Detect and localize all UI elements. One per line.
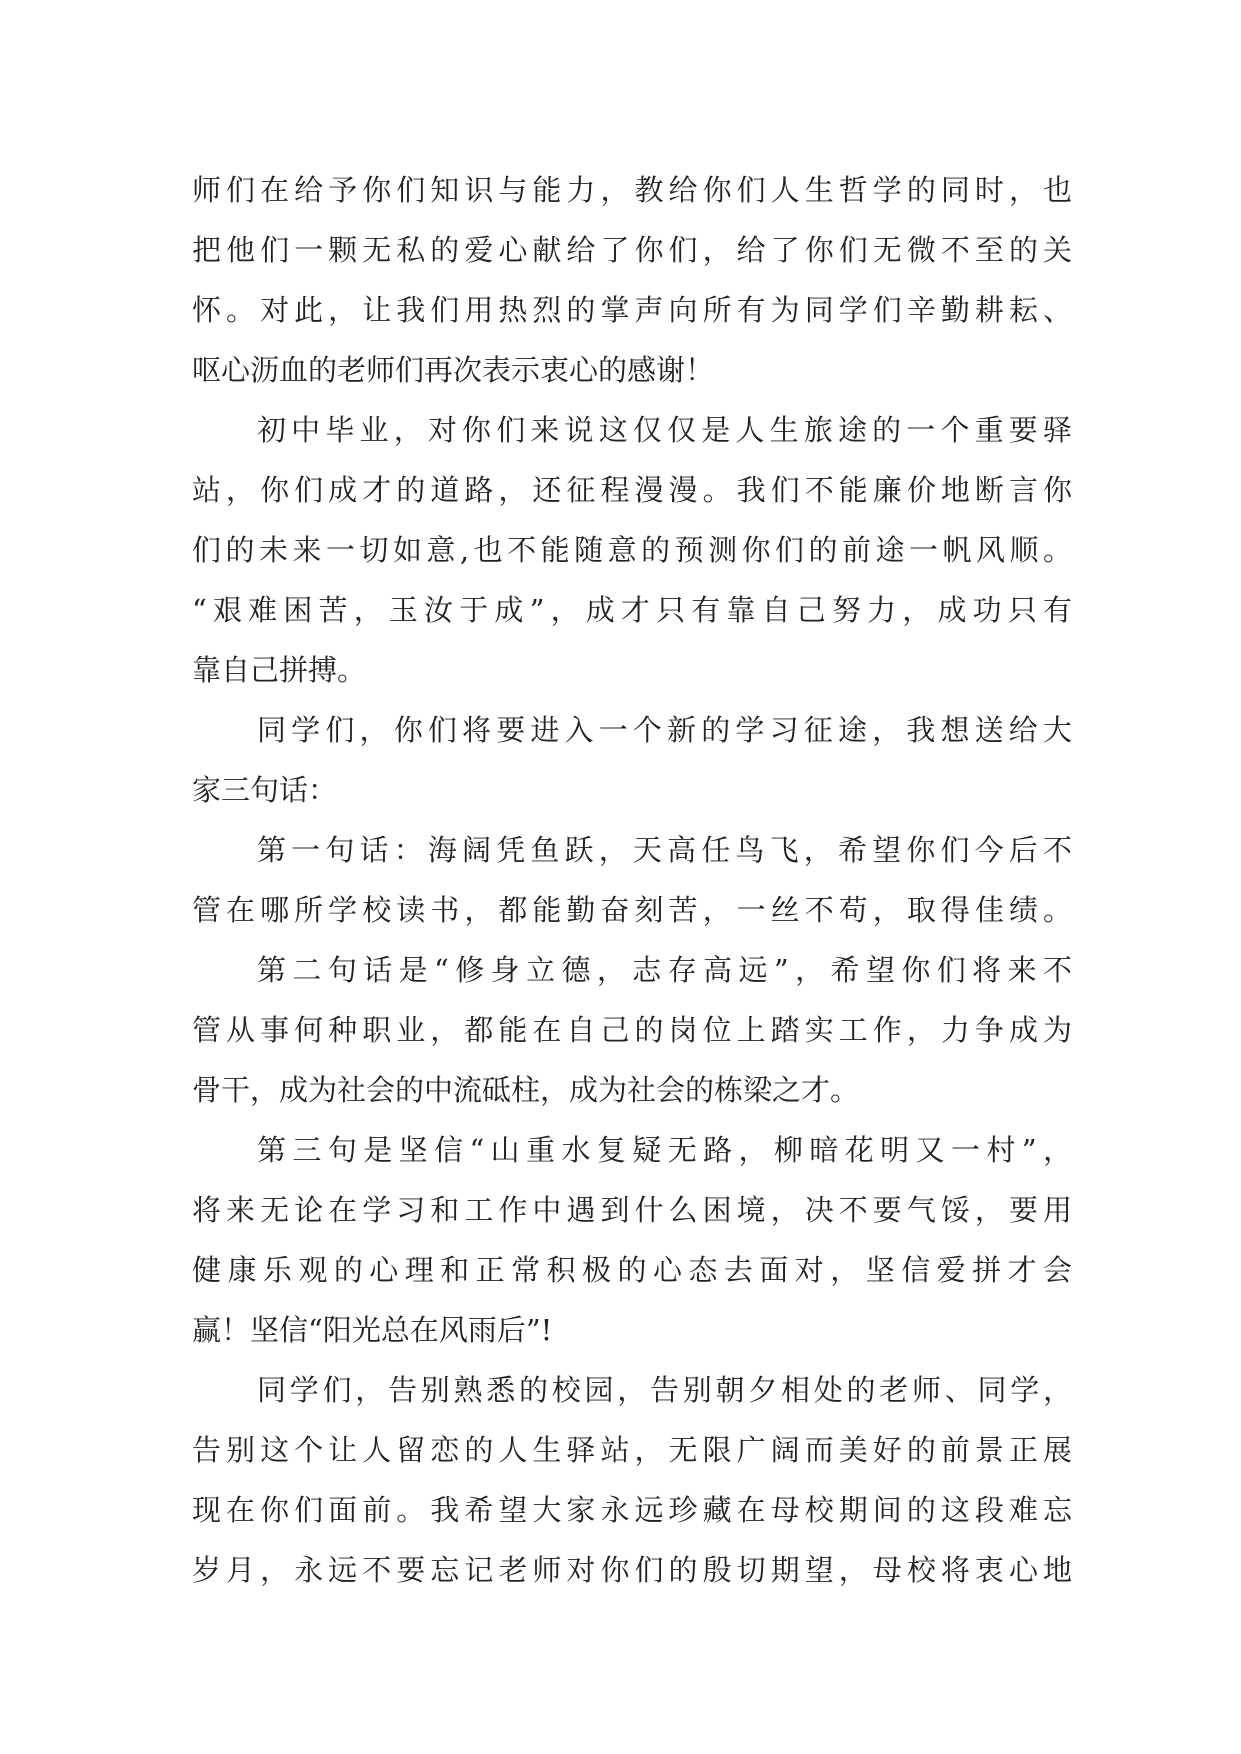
paragraph-first-line: 第三句是坚信“山重水复疑无路，柳暗花明又一村”， <box>257 1133 1072 1167</box>
text-line: 把他们一颗无私的爱心献给了你们，给了你们无微不至的关 <box>192 233 1072 267</box>
text-line: 赢！坚信“阳光总在风雨后”! <box>192 1313 553 1347</box>
text-line: 告别这个让人留恋的人生驿站，无限广阔而美好的前景正展 <box>192 1433 1072 1467</box>
paragraph-first-line: 同学们，你们将要进入一个新的学习征途，我想送给大 <box>257 713 1072 747</box>
paragraph-first-line: 第一句话：海阔凭鱼跃，天高任鸟飞，希望你们今后不 <box>257 833 1072 867</box>
text-line: 管从事何种职业，都能在自己的岗位上踏实工作，力争成为 <box>192 1013 1072 1047</box>
text-line: 靠自己拼搏。 <box>192 653 367 687</box>
text-line: 们的未来一切如意,也不能随意的预测你们的前途一帆风顺。 <box>192 533 1072 567</box>
paragraph-first-line: 同学们，告别熟悉的校园，告别朝夕相处的老师、同学， <box>257 1373 1072 1407</box>
paragraph-first-line: 第二句话是“修身立德，志存高远”，希望你们将来不 <box>257 953 1072 987</box>
text-line: 将来无论在学习和工作中遇到什么困境，决不要气馁，要用 <box>192 1193 1072 1227</box>
text-line: “艰难困苦，玉汝于成”，成才只有靠自己努力，成功只有 <box>192 593 1072 627</box>
text-line: 怀。对此，让我们用热烈的掌声向所有为同学们辛勤耕耘、 <box>192 293 1072 327</box>
text-line: 家三句话： <box>192 773 338 807</box>
paragraph-first-line: 初中毕业，对你们来说这仅仅是人生旅途的一个重要驿 <box>257 413 1072 447</box>
text-line: 站，你们成才的道路，还征程漫漫。我们不能廉价地断言你 <box>192 473 1072 507</box>
text-line: 骨干，成为社会的中流砥柱，成为社会的栋梁之才。 <box>192 1073 860 1107</box>
body-text <box>192 160 1072 1600</box>
text-line: 现在你们面前。我希望大家永远珍藏在母校期间的这段难忘 <box>192 1493 1072 1527</box>
text-line: 健康乐观的心理和正常积极的心态去面对，坚信爱拼才会 <box>192 1253 1072 1287</box>
text-line: 岁月，永远不要忘记老师对你们的殷切期望，母校将衷心地 <box>192 1553 1072 1587</box>
text-line: 师们在给予你们知识与能力，教给你们人生哲学的同时，也 <box>192 173 1072 207</box>
text-line: 呕心沥血的老师们再次表示衷心的感谢！ <box>192 353 715 387</box>
text-line: 管在哪所学校读书，都能勤奋刻苦，一丝不苟，取得佳绩。 <box>192 893 1072 927</box>
